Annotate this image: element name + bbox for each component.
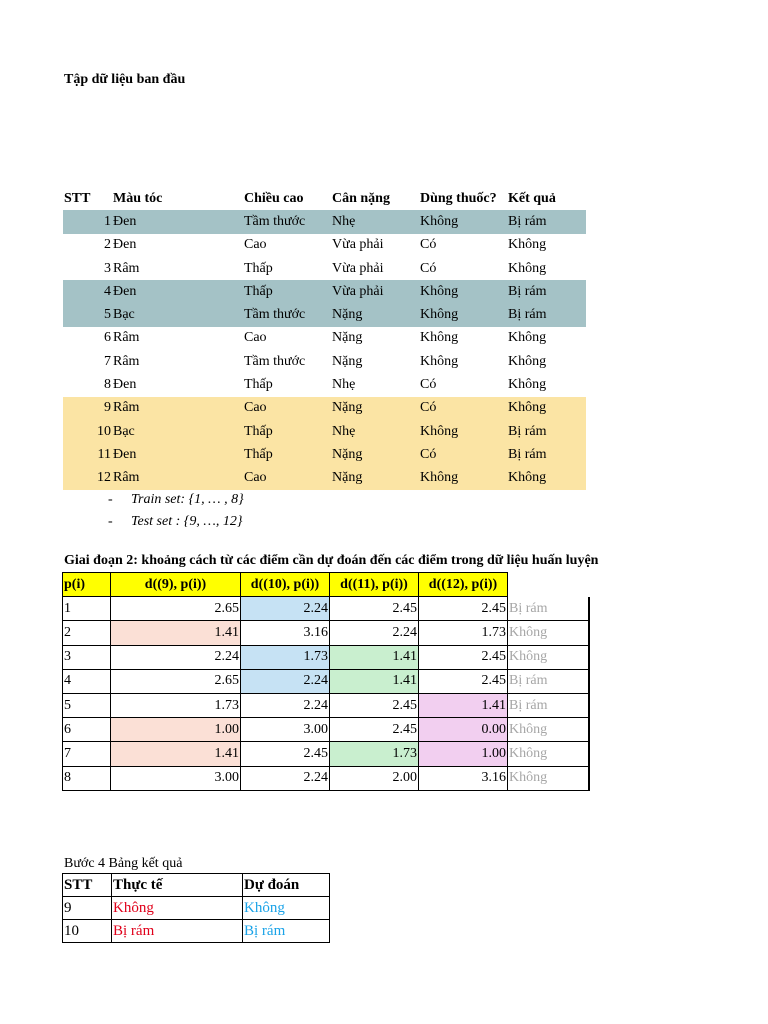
cell-actual: Không	[112, 897, 243, 920]
cell-height: Cao	[244, 237, 267, 253]
cell-label: Không	[508, 718, 590, 742]
cell-d12: 2.45	[419, 669, 508, 693]
test-set-text: Test set : {9, …, 12}	[131, 514, 243, 529]
cell-d12: 1.41	[419, 693, 508, 717]
cell-weight: Vừa phải	[332, 237, 384, 253]
header-predicted: Dự đoán	[243, 874, 330, 897]
cell-medicine: Không	[418, 303, 506, 326]
cell-stt: 6	[104, 330, 111, 346]
cell-weight: Nặng	[330, 397, 418, 420]
dataset-row	[63, 443, 586, 466]
cell-d9: 1.73	[111, 693, 241, 717]
cell-d9: 2.65	[111, 669, 241, 693]
cell-d11: 2.45	[330, 718, 419, 742]
cell-d12: 2.45	[419, 645, 508, 669]
cell-stt: 12	[63, 467, 111, 490]
cell-medicine: Không	[418, 420, 506, 443]
step4-title: Bước 4 Bảng kết quả	[64, 856, 183, 871]
cell-weight: Nặng	[332, 330, 363, 346]
cell-d10: 3.00	[241, 718, 330, 742]
cell-stt: 4	[63, 280, 111, 303]
header-hair-color: Màu tóc	[113, 190, 163, 206]
cell-hair: Đen	[111, 210, 242, 233]
dataset-row	[63, 234, 586, 257]
cell-result: Bị rám	[506, 280, 586, 303]
cell-result: Không	[506, 467, 586, 490]
cell-weight: Nhẹ	[332, 377, 356, 393]
cell-height: Cao	[242, 397, 330, 420]
header-medicine: Dùng thuốc?	[420, 190, 497, 206]
cell-d10: 2.24	[241, 693, 330, 717]
cell-result: Bị rám	[506, 210, 586, 233]
cell-pi: 5	[63, 693, 111, 717]
cell-result: Không	[508, 330, 547, 346]
cell-weight: Nặng	[330, 303, 418, 326]
distance-header-row	[63, 573, 590, 597]
dataset-row	[63, 257, 586, 280]
cell-stt: 2	[104, 237, 111, 253]
cell-d11: 2.00	[330, 766, 419, 790]
header-pi: p(i)	[63, 573, 111, 597]
distance-row	[63, 693, 590, 717]
cell-actual: Bị rám	[112, 920, 243, 943]
header-d11: d((11), p(i))	[330, 573, 419, 597]
distance-row	[63, 766, 590, 790]
header-d10: d((10), p(i))	[241, 573, 330, 597]
cell-d10: 3.16	[241, 621, 330, 645]
cell-hair: Bạc	[111, 420, 242, 443]
cell-hair: Đen	[111, 280, 242, 303]
cell-pi: 7	[63, 742, 111, 766]
dataset-table	[63, 187, 586, 490]
dataset-row	[63, 210, 586, 233]
cell-predicted: Bị rám	[243, 920, 330, 943]
cell-weight: Nặng	[332, 353, 363, 369]
cell-label: Không	[508, 621, 590, 645]
cell-pi: 8	[63, 766, 111, 790]
header-height: Chiều cao	[244, 190, 304, 206]
cell-pi: 4	[63, 669, 111, 693]
header-d12: d((12), p(i))	[419, 573, 508, 597]
cell-height: Thấp	[242, 280, 330, 303]
cell-stt: 10	[63, 420, 111, 443]
train-set-item	[108, 489, 244, 511]
cell-height: Thấp	[242, 420, 330, 443]
cell-hair: Râm	[113, 353, 140, 369]
cell-d10: 2.24	[241, 669, 330, 693]
cell-d12: 1.00	[419, 742, 508, 766]
dataset-row	[63, 397, 586, 420]
cell-weight: Nặng	[330, 443, 418, 466]
cell-result: Không	[508, 260, 547, 276]
dataset-row	[63, 373, 586, 396]
cell-label: Bị rám	[508, 669, 590, 693]
cell-height: Tầm thước	[242, 303, 330, 326]
cell-medicine: Không	[418, 467, 506, 490]
cell-weight: Vừa phải	[330, 280, 418, 303]
header-blank	[508, 573, 590, 597]
cell-result: Không	[506, 397, 586, 420]
cell-d10: 2.24	[241, 766, 330, 790]
cell-pi: 1	[63, 597, 111, 621]
dataset-row	[63, 280, 586, 303]
cell-stt: 5	[63, 303, 111, 326]
dataset-row	[63, 350, 586, 373]
cell-label: Không	[508, 645, 590, 669]
cell-medicine: Có	[418, 397, 506, 420]
cell-stt: 8	[104, 377, 111, 393]
split-list	[108, 489, 244, 533]
cell-weight: Nặng	[330, 467, 418, 490]
cell-label: Không	[508, 766, 590, 790]
cell-d9: 2.65	[111, 597, 241, 621]
distance-row	[63, 621, 590, 645]
cell-d10: 1.73	[241, 645, 330, 669]
cell-medicine: Có	[418, 443, 506, 466]
cell-predicted: Không	[243, 897, 330, 920]
cell-hair: Đen	[111, 443, 242, 466]
cell-stt: 10	[63, 920, 112, 943]
cell-stt: 3	[104, 260, 111, 276]
cell-height: Tầm thước	[244, 353, 306, 369]
cell-d11: 2.45	[330, 597, 419, 621]
cell-medicine: Có	[420, 237, 437, 253]
stage2-title: Giai đoạn 2: khoảng cách từ các điểm cần dự đoán đến các điểm trong dữ liệu huấn luyện	[64, 553, 599, 568]
cell-hair: Râm	[113, 260, 140, 276]
results-row	[63, 920, 330, 943]
cell-hair: Bạc	[111, 303, 242, 326]
header-d9: d((9), p(i))	[111, 573, 241, 597]
cell-height: Thấp	[244, 377, 273, 393]
cell-d9: 3.00	[111, 766, 241, 790]
header-stt: STT	[63, 874, 112, 897]
cell-weight: Nhẹ	[330, 420, 418, 443]
cell-height: Cao	[242, 467, 330, 490]
cell-label: Không	[508, 742, 590, 766]
bullet-dash: -	[108, 514, 113, 529]
cell-stt: 9	[63, 897, 112, 920]
cell-result: Bị rám	[506, 443, 586, 466]
cell-d12: 0.00	[419, 718, 508, 742]
cell-stt: 11	[63, 443, 111, 466]
cell-result: Bị rám	[506, 420, 586, 443]
test-set-item	[108, 511, 244, 533]
header-weight: Cân nặng	[332, 190, 390, 206]
cell-d11: 2.24	[330, 621, 419, 645]
cell-pi: 3	[63, 645, 111, 669]
cell-pi: 2	[63, 621, 111, 645]
cell-d10: 2.24	[241, 597, 330, 621]
cell-stt: 1	[63, 210, 111, 233]
cell-d11: 1.41	[330, 645, 419, 669]
cell-result: Bị rám	[506, 303, 586, 326]
cell-weight: Vừa phải	[332, 260, 384, 276]
page-title: Tập dữ liệu ban đầu	[64, 72, 186, 87]
cell-label: Bị rám	[508, 597, 590, 621]
cell-height: Tầm thước	[242, 210, 330, 233]
dataset-row	[63, 327, 586, 350]
distance-row	[63, 742, 590, 766]
dataset-header-row	[63, 187, 586, 210]
cell-pi: 6	[63, 718, 111, 742]
dataset-row	[63, 467, 586, 490]
bullet-dash: -	[108, 492, 113, 507]
cell-hair: Râm	[113, 330, 140, 346]
cell-d11: 1.73	[330, 742, 419, 766]
cell-weight: Nhẹ	[330, 210, 418, 233]
header-actual: Thực tế	[112, 874, 243, 897]
cell-result: Không	[508, 237, 547, 253]
cell-medicine: Không	[418, 210, 506, 233]
cell-height: Thấp	[242, 443, 330, 466]
dataset-row	[63, 420, 586, 443]
cell-hair: Đen	[113, 237, 137, 253]
distance-row	[63, 669, 590, 693]
cell-stt: 9	[63, 397, 111, 420]
cell-height: Cao	[244, 330, 267, 346]
cell-d12: 1.73	[419, 621, 508, 645]
distance-row	[63, 718, 590, 742]
cell-label: Bị rám	[508, 693, 590, 717]
cell-d9: 1.41	[111, 621, 241, 645]
cell-result: Không	[508, 353, 547, 369]
cell-d9: 1.00	[111, 718, 241, 742]
cell-d9: 2.24	[111, 645, 241, 669]
cell-result: Không	[508, 377, 547, 393]
distance-row	[63, 597, 590, 621]
cell-d12: 2.45	[419, 597, 508, 621]
cell-medicine: Không	[420, 330, 459, 346]
train-set-text: Train set: {1, … , 8}	[131, 492, 244, 507]
cell-d10: 2.45	[241, 742, 330, 766]
cell-d12: 3.16	[419, 766, 508, 790]
cell-hair: Râm	[111, 397, 242, 420]
cell-hair: Râm	[111, 467, 242, 490]
results-header-row	[63, 874, 330, 897]
cell-d11: 1.41	[330, 669, 419, 693]
cell-hair: Đen	[113, 377, 137, 393]
header-stt: STT	[64, 190, 91, 206]
distance-row	[63, 645, 590, 669]
cell-stt: 7	[104, 353, 111, 369]
cell-medicine: Có	[420, 377, 437, 393]
results-row	[63, 897, 330, 920]
distance-table	[62, 572, 590, 791]
cell-medicine: Không	[420, 353, 459, 369]
cell-d11: 2.45	[330, 693, 419, 717]
cell-medicine: Không	[418, 280, 506, 303]
cell-medicine: Có	[420, 260, 437, 276]
results-table	[62, 873, 330, 943]
dataset-row	[63, 303, 586, 326]
cell-d9: 1.41	[111, 742, 241, 766]
cell-height: Thấp	[244, 260, 273, 276]
header-result: Kết quả	[508, 190, 556, 206]
